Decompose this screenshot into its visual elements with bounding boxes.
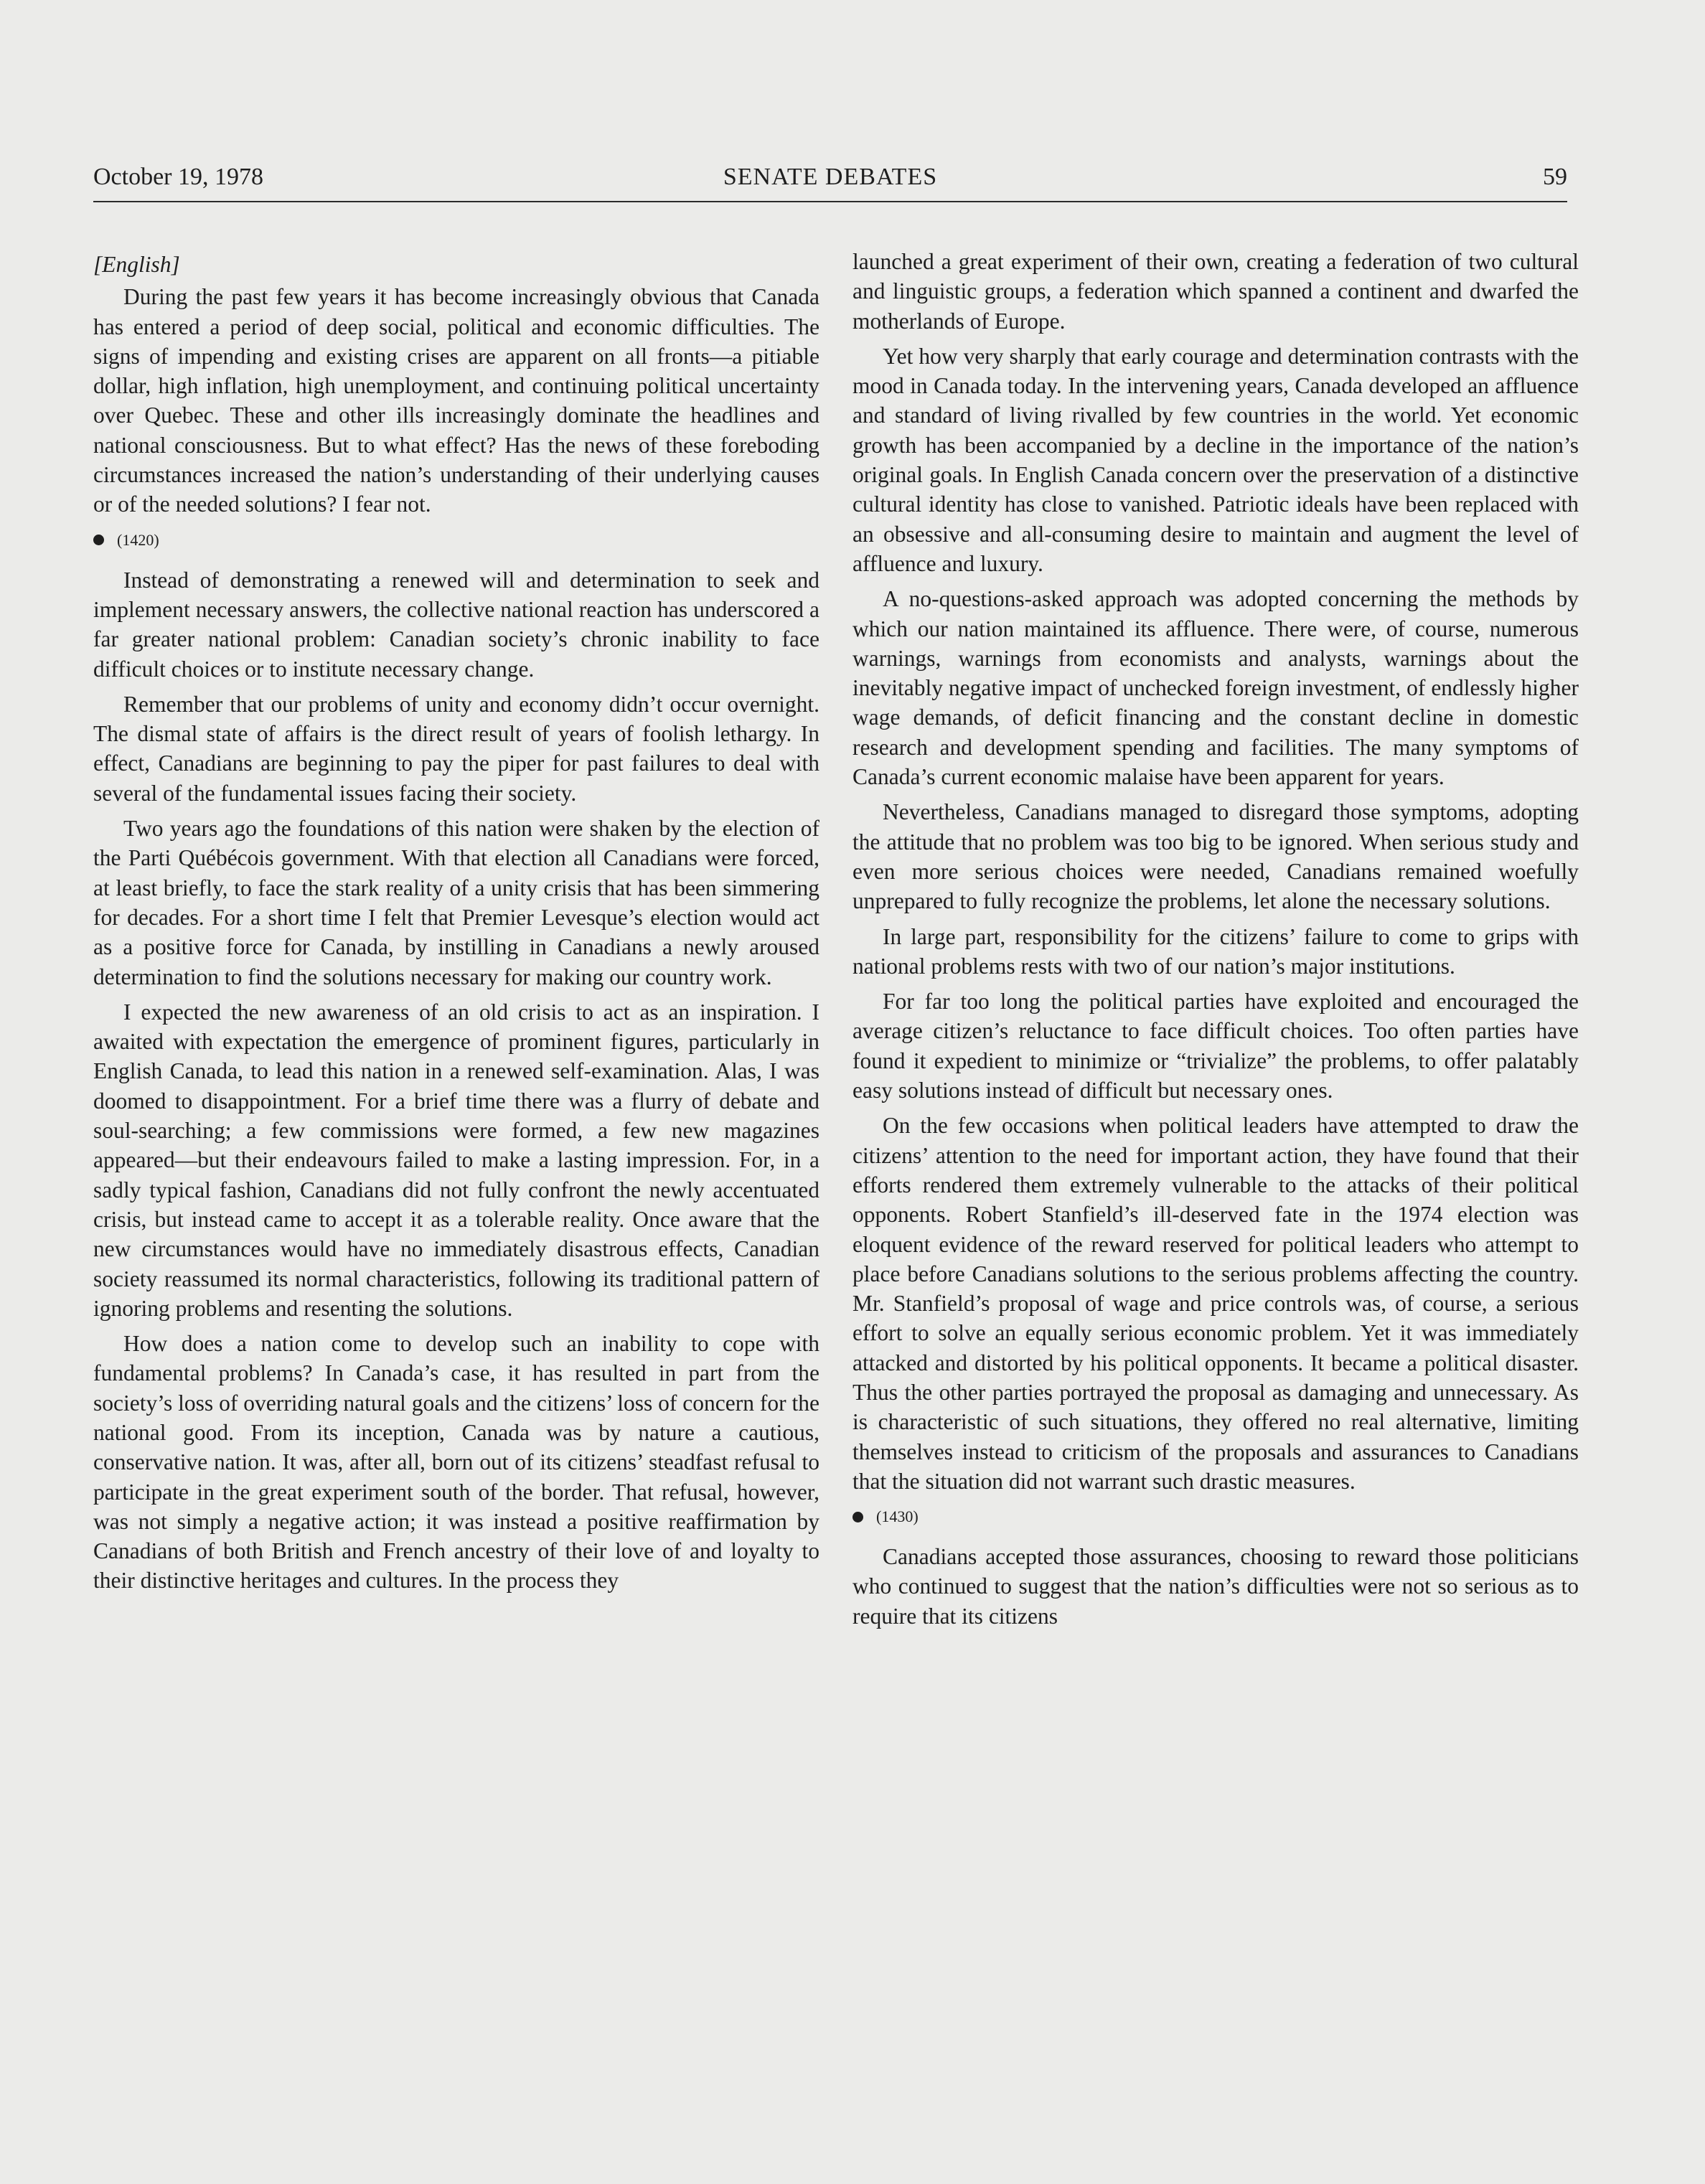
paragraph: Remember that our problems of unity and economy didn’t occur overnight. The dismal state of affairs is the direct result of years of foolish lethargy. In effect, Canadians are beginning to pay the piper for past failures to deal with several of the fundamental issues facing their society.	[93, 691, 819, 806]
header-title: SENATE DEBATES	[723, 164, 938, 190]
page-header	[93, 164, 1567, 202]
bullet-icon	[93, 535, 104, 545]
paragraph: A no-questions-asked approach was adopted concerning the methods by which our nation maintained its affluence. There were, of course, numerous warnings, warnings from economists and analysts, warnings about the inevitably negative impact of unchecked foreign investment, of endlessly higher wage demands, of deficit financing and the constant decline in domestic research and development spending and facilities. The many symptoms of Canada’s current economic malaise have been apparent for years.	[852, 586, 1579, 790]
paragraph: On the few occasions when political leaders have attempted to draw the citizens’ attention to the need for important action, they have found that their efforts rendered them extremely vulnerable to the attacks of their political opponents. Robert Stanfield’s ill-deserved fate in the 1974 election was eloquent evidence of the reward reserved for political leaders who attempt to place before Canadians solutions to the serious problems affecting the country. Mr. Stanfield’s proposal of wage and price controls was, of course, a serious effort to solve an equally serious economic problem. Yet it was immediately attacked and distorted by his political opponents. It became a political disaster. Thus the other parties portrayed the proposal as damaging and unnecessary. As is characteristic of such situations, they offered no real alternative, limiting themselves instead to criticism of the proposals and assurances to Canadians that the situation did not warrant such drastic measures.	[852, 1113, 1579, 1494]
paragraph: How does a nation come to develop such an inability to cope with fundamental problems? In Canada’s case, it has resulted in part from the society’s loss of overriding natural goals and the citizens’ loss of concern for the national good. From its inception, Canada was by nature a cautious, conservative nation. It was, after all, born out of its citizens’ steadfast refusal to participate in the great experiment south of the border. That refusal, however, was not simply a negative action; it was instead a positive reaffirmation by Canadians of both British and French ancestry of their love of and loyalty to their distinctive heritages and cultures. In the process they	[93, 1331, 819, 1594]
paragraph: Nevertheless, Canadians managed to disregard those symptoms, adopting the attitude that no problem was too big to be ignored. When serious study and even more serious choices were needed, Canadians remained woefully unprepared to fully recognize the problems, let alone the necessary solutions.	[852, 799, 1579, 914]
paragraph: Instead of demonstrating a renewed will and determination to seek and implement necessary answers, the collective national reaction has underscored a far greater national problem: Canadian society’s chronic inability to face difficult choices or to institute necessary change.	[93, 567, 819, 682]
time-marker	[93, 529, 819, 551]
time-marker-label: (1420)	[117, 530, 159, 549]
time-marker-label: (1430)	[876, 1507, 919, 1526]
left-column	[93, 250, 819, 1601]
paragraph: In large part, responsibility for the citizens’ failure to come to grips with national problems rests with two of our nation’s major institutions.	[852, 923, 1579, 979]
paragraph: During the past few years it has become increasingly obvious that Canada has entered a period of deep social, political and economic difficulties. The signs of impending and existing crises are apparent on all fronts—a pitiable dollar, high inflation, high unemployment, and continuing political uncertainty over Quebec. These and other ills increasingly dominate the headlines and national consciousness. But to what effect? Has the news of these foreboding circumstances increased the nation’s understanding of their underlying causes or of the needed solutions? I fear not.	[93, 284, 819, 517]
paragraph: Yet how very sharply that early courage and determination contrasts with the mood in Canada today. In the intervening years, Canada developed an affluence and standard of living rivalled by few countries in the world. Yet economic growth has been accompanied by a decline in the importance of the nation’s original goals. In English Canada concern over the preservation of a distinctive cultural identity has close to vanished. Patriotic ideals have been replaced with an obsessive and all-consuming desire to maintain and augment the level of affluence and luxury.	[852, 343, 1579, 576]
paragraph-continued: launched a great experiment of their own, creating a federation of two cultural and linguistic groups, a federation which spanned a continent and dwarfed the motherlands of Europe.	[852, 249, 1579, 334]
paragraph: Two years ago the foundations of this nation were shaken by the election of the Parti Québécois government. With that election all Canadians were forced, at least briefly, to face the stark reality of a unity crisis that has been simmering for decades. For a short time I felt that Premier Levesque’s election would act as a positive force for Canada, by instilling in Canadians a newly aroused determination to find the solutions necessary for making our country work.	[93, 816, 819, 989]
paragraph: I expected the new awareness of an old crisis to act as an inspiration. I awaited with expectation the emergence of prominent figures, particularly in English Canada, to lead this nation in a renewed self-examination. Alas, I was doomed to disappointment. For a brief time there was a flurry of debate and soul-searching; a few commissions were formed, a few new magazines appeared—but their endeavours failed to make a lasting impression. For, in a sadly typical fashion, Canadians did not fully confront the newly accentuated crisis, but instead came to accept it as a tolerable reality. Once aware that the new circumstances would have no immediately disastrous effects, Canadian society reassumed its normal characteristics, following its traditional pattern of ignoring problems and resenting the solutions.	[93, 999, 819, 1321]
right-column	[852, 247, 1579, 1637]
language-note: [English]	[93, 252, 180, 277]
header-date: October 19, 1978	[93, 164, 264, 190]
bullet-icon	[852, 1512, 863, 1522]
time-marker	[852, 1506, 1579, 1528]
paragraph: For far too long the political parties have exploited and encouraged the average citizen’s reluctance to face difficult choices. Too often parties have found it expedient to minimize or “trivialize” the problems, to offer palatably easy solutions instead of difficult but necessary ones.	[852, 989, 1579, 1103]
page-number: 59	[1543, 164, 1567, 190]
paragraph: Canadians accepted those assurances, choosing to reward those politicians who continued to suggest that the nation’s difficulties were not so serious as to require that its citizens	[852, 1544, 1579, 1629]
